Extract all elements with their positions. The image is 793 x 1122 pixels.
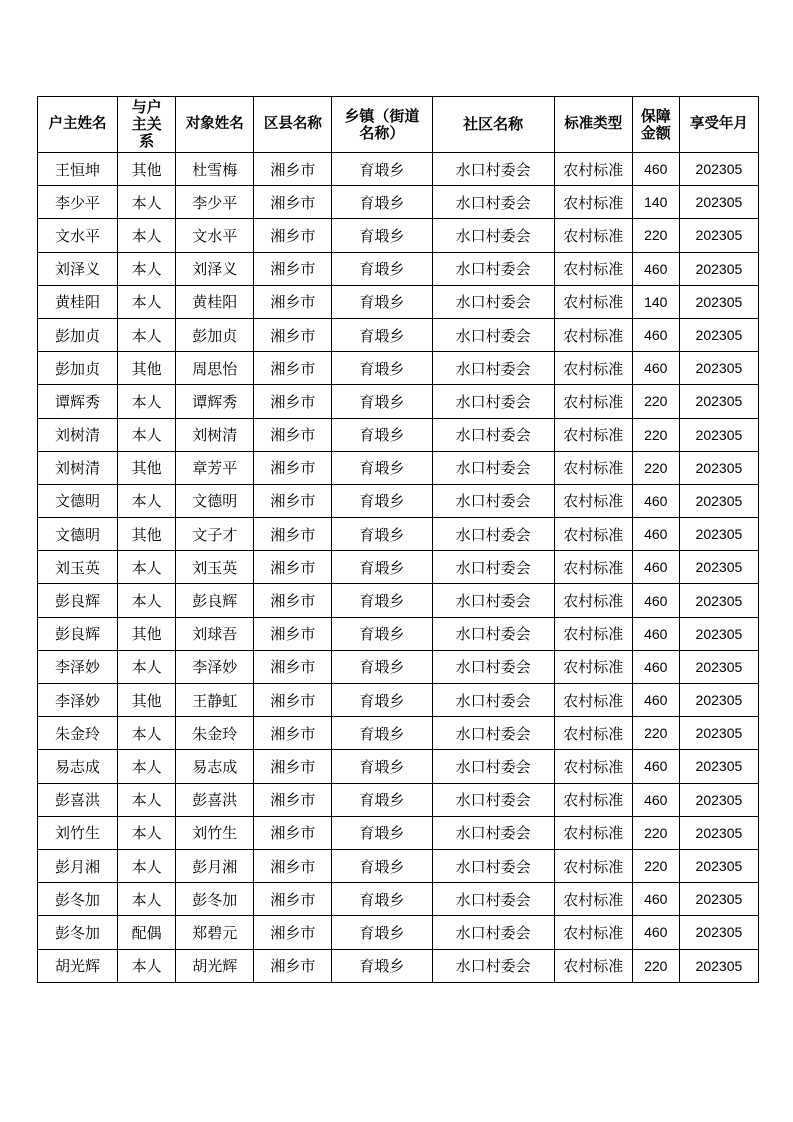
cell-relation: 本人 bbox=[118, 551, 176, 584]
cell-community: 水口村委会 bbox=[432, 518, 554, 551]
table-row bbox=[38, 352, 759, 385]
table-row bbox=[38, 451, 759, 484]
cell-amount: 220 bbox=[632, 451, 679, 484]
cell-recipient: 彭喜洪 bbox=[176, 783, 254, 816]
cell-community: 水口村委会 bbox=[432, 883, 554, 916]
cell-community: 水口村委会 bbox=[432, 783, 554, 816]
cell-month: 202305 bbox=[679, 916, 758, 949]
cell-township: 育塅乡 bbox=[332, 816, 432, 849]
cell-householder: 谭辉秀 bbox=[38, 385, 118, 418]
cell-month: 202305 bbox=[679, 418, 758, 451]
cell-community: 水口村委会 bbox=[432, 584, 554, 617]
cell-month: 202305 bbox=[679, 318, 758, 351]
table-row bbox=[38, 518, 759, 551]
cell-county: 湘乡市 bbox=[254, 219, 332, 252]
cell-month: 202305 bbox=[679, 816, 758, 849]
table-row bbox=[38, 816, 759, 849]
cell-relation: 其他 bbox=[118, 518, 176, 551]
cell-county: 湘乡市 bbox=[254, 750, 332, 783]
cell-month: 202305 bbox=[679, 153, 758, 186]
cell-recipient: 刘玉英 bbox=[176, 551, 254, 584]
cell-month: 202305 bbox=[679, 484, 758, 517]
cell-standard-type: 农村标准 bbox=[554, 385, 632, 418]
table-row bbox=[38, 584, 759, 617]
table-row bbox=[38, 783, 759, 816]
cell-recipient: 刘竹生 bbox=[176, 816, 254, 849]
cell-amount: 460 bbox=[632, 916, 679, 949]
cell-county: 湘乡市 bbox=[254, 883, 332, 916]
cell-amount: 220 bbox=[632, 816, 679, 849]
cell-recipient: 易志成 bbox=[176, 750, 254, 783]
cell-community: 水口村委会 bbox=[432, 352, 554, 385]
cell-standard-type: 农村标准 bbox=[554, 451, 632, 484]
cell-county: 湘乡市 bbox=[254, 352, 332, 385]
cell-standard-type: 农村标准 bbox=[554, 849, 632, 882]
cell-month: 202305 bbox=[679, 684, 758, 717]
table-row bbox=[38, 717, 759, 750]
cell-county: 湘乡市 bbox=[254, 717, 332, 750]
cell-community: 水口村委会 bbox=[432, 849, 554, 882]
cell-community: 水口村委会 bbox=[432, 949, 554, 982]
cell-relation: 本人 bbox=[118, 484, 176, 517]
cell-standard-type: 农村标准 bbox=[554, 816, 632, 849]
cell-amount: 460 bbox=[632, 584, 679, 617]
cell-recipient: 杜雪梅 bbox=[176, 153, 254, 186]
cell-recipient: 彭加贞 bbox=[176, 318, 254, 351]
cell-recipient: 彭冬加 bbox=[176, 883, 254, 916]
table-row bbox=[38, 551, 759, 584]
cell-county: 湘乡市 bbox=[254, 153, 332, 186]
cell-standard-type: 农村标准 bbox=[554, 883, 632, 916]
cell-community: 水口村委会 bbox=[432, 285, 554, 318]
cell-county: 湘乡市 bbox=[254, 949, 332, 982]
header-cell-standard-type: 标准类型 bbox=[554, 97, 632, 153]
cell-community: 水口村委会 bbox=[432, 717, 554, 750]
cell-county: 湘乡市 bbox=[254, 849, 332, 882]
cell-community: 水口村委会 bbox=[432, 385, 554, 418]
cell-relation: 本人 bbox=[118, 385, 176, 418]
cell-householder: 李少平 bbox=[38, 186, 118, 219]
cell-amount: 140 bbox=[632, 186, 679, 219]
cell-amount: 220 bbox=[632, 849, 679, 882]
cell-standard-type: 农村标准 bbox=[554, 484, 632, 517]
cell-recipient: 胡光辉 bbox=[176, 949, 254, 982]
header-cell-month: 享受年月 bbox=[679, 97, 758, 153]
cell-community: 水口村委会 bbox=[432, 318, 554, 351]
cell-amount: 140 bbox=[632, 285, 679, 318]
cell-relation: 本人 bbox=[118, 418, 176, 451]
cell-relation: 其他 bbox=[118, 617, 176, 650]
cell-amount: 220 bbox=[632, 717, 679, 750]
cell-householder: 彭冬加 bbox=[38, 883, 118, 916]
cell-township: 育塅乡 bbox=[332, 849, 432, 882]
cell-month: 202305 bbox=[679, 783, 758, 816]
cell-recipient: 黄桂阳 bbox=[176, 285, 254, 318]
cell-amount: 220 bbox=[632, 219, 679, 252]
cell-recipient: 李泽妙 bbox=[176, 650, 254, 683]
cell-community: 水口村委会 bbox=[432, 153, 554, 186]
cell-community: 水口村委会 bbox=[432, 816, 554, 849]
cell-county: 湘乡市 bbox=[254, 418, 332, 451]
cell-community: 水口村委会 bbox=[432, 186, 554, 219]
cell-month: 202305 bbox=[679, 650, 758, 683]
table-row bbox=[38, 219, 759, 252]
cell-householder: 黄桂阳 bbox=[38, 285, 118, 318]
cell-township: 育塅乡 bbox=[332, 617, 432, 650]
cell-community: 水口村委会 bbox=[432, 219, 554, 252]
cell-month: 202305 bbox=[679, 750, 758, 783]
cell-relation: 其他 bbox=[118, 352, 176, 385]
cell-county: 湘乡市 bbox=[254, 484, 332, 517]
table-row bbox=[38, 153, 759, 186]
cell-community: 水口村委会 bbox=[432, 684, 554, 717]
header-cell-householder: 户主姓名 bbox=[38, 97, 118, 153]
cell-amount: 220 bbox=[632, 385, 679, 418]
cell-relation: 本人 bbox=[118, 186, 176, 219]
cell-county: 湘乡市 bbox=[254, 518, 332, 551]
cell-amount: 460 bbox=[632, 518, 679, 551]
header-cell-county: 区县名称 bbox=[254, 97, 332, 153]
cell-month: 202305 bbox=[679, 219, 758, 252]
cell-householder: 李泽妙 bbox=[38, 684, 118, 717]
table-row bbox=[38, 484, 759, 517]
cell-householder: 胡光辉 bbox=[38, 949, 118, 982]
cell-relation: 本人 bbox=[118, 650, 176, 683]
table-row bbox=[38, 684, 759, 717]
cell-relation: 本人 bbox=[118, 219, 176, 252]
cell-relation: 本人 bbox=[118, 750, 176, 783]
cell-householder: 刘泽义 bbox=[38, 252, 118, 285]
cell-recipient: 周思怡 bbox=[176, 352, 254, 385]
table-row bbox=[38, 916, 759, 949]
cell-standard-type: 农村标准 bbox=[554, 684, 632, 717]
cell-standard-type: 农村标准 bbox=[554, 285, 632, 318]
cell-county: 湘乡市 bbox=[254, 783, 332, 816]
header-cell-township: 乡镇（街道名称） bbox=[332, 97, 432, 153]
cell-amount: 460 bbox=[632, 484, 679, 517]
cell-county: 湘乡市 bbox=[254, 318, 332, 351]
table-row bbox=[38, 385, 759, 418]
cell-amount: 460 bbox=[632, 153, 679, 186]
cell-householder: 彭喜洪 bbox=[38, 783, 118, 816]
cell-month: 202305 bbox=[679, 285, 758, 318]
cell-township: 育塅乡 bbox=[332, 783, 432, 816]
header-cell-recipient: 对象姓名 bbox=[176, 97, 254, 153]
table-row bbox=[38, 617, 759, 650]
cell-relation: 本人 bbox=[118, 318, 176, 351]
cell-township: 育塅乡 bbox=[332, 252, 432, 285]
cell-amount: 220 bbox=[632, 949, 679, 982]
table-row bbox=[38, 186, 759, 219]
cell-month: 202305 bbox=[679, 186, 758, 219]
cell-householder: 彭冬加 bbox=[38, 916, 118, 949]
cell-standard-type: 农村标准 bbox=[554, 153, 632, 186]
cell-recipient: 刘球吾 bbox=[176, 617, 254, 650]
cell-relation: 其他 bbox=[118, 451, 176, 484]
cell-township: 育塅乡 bbox=[332, 684, 432, 717]
cell-township: 育塅乡 bbox=[332, 153, 432, 186]
cell-recipient: 章芳平 bbox=[176, 451, 254, 484]
cell-township: 育塅乡 bbox=[332, 484, 432, 517]
cell-householder: 彭加贞 bbox=[38, 352, 118, 385]
cell-amount: 460 bbox=[632, 617, 679, 650]
cell-community: 水口村委会 bbox=[432, 418, 554, 451]
cell-standard-type: 农村标准 bbox=[554, 551, 632, 584]
cell-standard-type: 农村标准 bbox=[554, 650, 632, 683]
cell-community: 水口村委会 bbox=[432, 750, 554, 783]
cell-standard-type: 农村标准 bbox=[554, 584, 632, 617]
table-row bbox=[38, 318, 759, 351]
table-row bbox=[38, 849, 759, 882]
cell-county: 湘乡市 bbox=[254, 186, 332, 219]
cell-month: 202305 bbox=[679, 518, 758, 551]
cell-recipient: 李少平 bbox=[176, 186, 254, 219]
cell-month: 202305 bbox=[679, 451, 758, 484]
cell-recipient: 文水平 bbox=[176, 219, 254, 252]
cell-householder: 朱金玲 bbox=[38, 717, 118, 750]
cell-month: 202305 bbox=[679, 385, 758, 418]
cell-amount: 460 bbox=[632, 883, 679, 916]
cell-township: 育塅乡 bbox=[332, 650, 432, 683]
cell-recipient: 谭辉秀 bbox=[176, 385, 254, 418]
cell-township: 育塅乡 bbox=[332, 883, 432, 916]
cell-relation: 本人 bbox=[118, 883, 176, 916]
cell-relation: 本人 bbox=[118, 849, 176, 882]
cell-relation: 本人 bbox=[118, 717, 176, 750]
table-row bbox=[38, 650, 759, 683]
cell-relation: 配偶 bbox=[118, 916, 176, 949]
cell-recipient: 刘泽义 bbox=[176, 252, 254, 285]
cell-community: 水口村委会 bbox=[432, 617, 554, 650]
cell-relation: 本人 bbox=[118, 584, 176, 617]
cell-householder: 彭加贞 bbox=[38, 318, 118, 351]
header-cell-community: 社区名称 bbox=[432, 97, 554, 153]
table-row bbox=[38, 252, 759, 285]
cell-relation: 本人 bbox=[118, 816, 176, 849]
table-row bbox=[38, 285, 759, 318]
cell-householder: 李泽妙 bbox=[38, 650, 118, 683]
cell-county: 湘乡市 bbox=[254, 385, 332, 418]
cell-township: 育塅乡 bbox=[332, 916, 432, 949]
cell-amount: 460 bbox=[632, 684, 679, 717]
cell-recipient: 彭月湘 bbox=[176, 849, 254, 882]
cell-month: 202305 bbox=[679, 617, 758, 650]
subsidy-table-container bbox=[37, 96, 759, 983]
cell-standard-type: 农村标准 bbox=[554, 252, 632, 285]
cell-county: 湘乡市 bbox=[254, 816, 332, 849]
cell-standard-type: 农村标准 bbox=[554, 783, 632, 816]
cell-community: 水口村委会 bbox=[432, 484, 554, 517]
cell-county: 湘乡市 bbox=[254, 617, 332, 650]
cell-recipient: 朱金玲 bbox=[176, 717, 254, 750]
cell-amount: 460 bbox=[632, 650, 679, 683]
table-row bbox=[38, 949, 759, 982]
cell-relation: 本人 bbox=[118, 949, 176, 982]
cell-township: 育塅乡 bbox=[332, 352, 432, 385]
cell-recipient: 彭良辉 bbox=[176, 584, 254, 617]
cell-householder: 王恒坤 bbox=[38, 153, 118, 186]
cell-standard-type: 农村标准 bbox=[554, 518, 632, 551]
cell-householder: 文水平 bbox=[38, 219, 118, 252]
cell-standard-type: 农村标准 bbox=[554, 750, 632, 783]
cell-county: 湘乡市 bbox=[254, 551, 332, 584]
cell-amount: 460 bbox=[632, 318, 679, 351]
header-cell-amount: 保障金额 bbox=[632, 97, 679, 153]
cell-township: 育塅乡 bbox=[332, 949, 432, 982]
cell-householder: 刘玉英 bbox=[38, 551, 118, 584]
table-row bbox=[38, 418, 759, 451]
cell-township: 育塅乡 bbox=[332, 518, 432, 551]
cell-township: 育塅乡 bbox=[332, 285, 432, 318]
cell-township: 育塅乡 bbox=[332, 418, 432, 451]
cell-householder: 彭良辉 bbox=[38, 617, 118, 650]
cell-month: 202305 bbox=[679, 883, 758, 916]
cell-month: 202305 bbox=[679, 717, 758, 750]
cell-county: 湘乡市 bbox=[254, 684, 332, 717]
cell-township: 育塅乡 bbox=[332, 219, 432, 252]
cell-month: 202305 bbox=[679, 949, 758, 982]
cell-standard-type: 农村标准 bbox=[554, 352, 632, 385]
cell-township: 育塅乡 bbox=[332, 717, 432, 750]
cell-standard-type: 农村标准 bbox=[554, 617, 632, 650]
cell-county: 湘乡市 bbox=[254, 285, 332, 318]
cell-householder: 刘竹生 bbox=[38, 816, 118, 849]
cell-relation: 本人 bbox=[118, 285, 176, 318]
cell-householder: 文德明 bbox=[38, 518, 118, 551]
cell-standard-type: 农村标准 bbox=[554, 717, 632, 750]
table-body bbox=[38, 153, 759, 983]
cell-householder: 易志成 bbox=[38, 750, 118, 783]
cell-householder: 刘树清 bbox=[38, 418, 118, 451]
cell-township: 育塅乡 bbox=[332, 385, 432, 418]
cell-recipient: 郑碧元 bbox=[176, 916, 254, 949]
cell-householder: 彭良辉 bbox=[38, 584, 118, 617]
cell-standard-type: 农村标准 bbox=[554, 219, 632, 252]
cell-recipient: 文德明 bbox=[176, 484, 254, 517]
cell-county: 湘乡市 bbox=[254, 252, 332, 285]
cell-county: 湘乡市 bbox=[254, 650, 332, 683]
cell-relation: 其他 bbox=[118, 153, 176, 186]
cell-community: 水口村委会 bbox=[432, 451, 554, 484]
cell-county: 湘乡市 bbox=[254, 916, 332, 949]
cell-householder: 刘树清 bbox=[38, 451, 118, 484]
cell-township: 育塅乡 bbox=[332, 318, 432, 351]
table-row bbox=[38, 750, 759, 783]
cell-amount: 460 bbox=[632, 750, 679, 783]
cell-householder: 彭月湘 bbox=[38, 849, 118, 882]
cell-township: 育塅乡 bbox=[332, 584, 432, 617]
cell-county: 湘乡市 bbox=[254, 451, 332, 484]
cell-community: 水口村委会 bbox=[432, 551, 554, 584]
cell-relation: 其他 bbox=[118, 684, 176, 717]
cell-recipient: 文子才 bbox=[176, 518, 254, 551]
cell-recipient: 王静虹 bbox=[176, 684, 254, 717]
cell-township: 育塅乡 bbox=[332, 551, 432, 584]
cell-amount: 460 bbox=[632, 352, 679, 385]
cell-township: 育塅乡 bbox=[332, 451, 432, 484]
cell-recipient: 刘树清 bbox=[176, 418, 254, 451]
cell-householder: 文德明 bbox=[38, 484, 118, 517]
cell-community: 水口村委会 bbox=[432, 916, 554, 949]
cell-month: 202305 bbox=[679, 849, 758, 882]
cell-township: 育塅乡 bbox=[332, 186, 432, 219]
cell-amount: 220 bbox=[632, 418, 679, 451]
cell-relation: 本人 bbox=[118, 783, 176, 816]
cell-month: 202305 bbox=[679, 584, 758, 617]
cell-standard-type: 农村标准 bbox=[554, 949, 632, 982]
cell-community: 水口村委会 bbox=[432, 252, 554, 285]
cell-relation: 本人 bbox=[118, 252, 176, 285]
cell-amount: 460 bbox=[632, 252, 679, 285]
cell-standard-type: 农村标准 bbox=[554, 916, 632, 949]
cell-month: 202305 bbox=[679, 352, 758, 385]
cell-standard-type: 农村标准 bbox=[554, 418, 632, 451]
cell-month: 202305 bbox=[679, 252, 758, 285]
header-cell-relation: 与户主关系 bbox=[118, 97, 176, 153]
header-row bbox=[38, 97, 759, 153]
cell-amount: 460 bbox=[632, 783, 679, 816]
cell-standard-type: 农村标准 bbox=[554, 186, 632, 219]
cell-standard-type: 农村标准 bbox=[554, 318, 632, 351]
subsidy-table bbox=[37, 96, 759, 983]
cell-community: 水口村委会 bbox=[432, 650, 554, 683]
cell-amount: 460 bbox=[632, 551, 679, 584]
table-row bbox=[38, 883, 759, 916]
cell-month: 202305 bbox=[679, 551, 758, 584]
cell-county: 湘乡市 bbox=[254, 584, 332, 617]
cell-township: 育塅乡 bbox=[332, 750, 432, 783]
